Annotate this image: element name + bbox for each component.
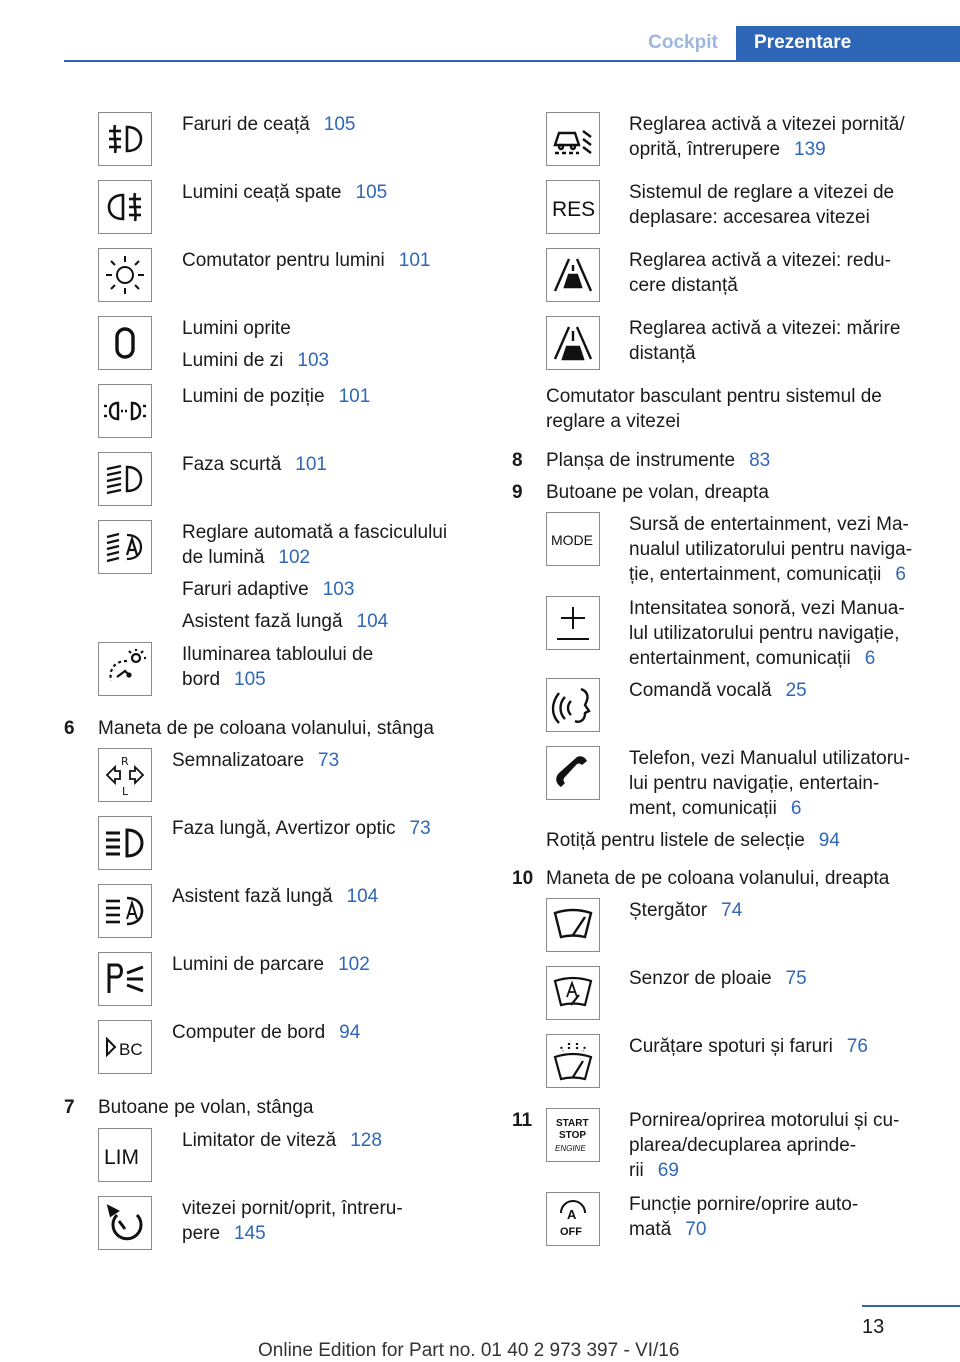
list-item: Pornirea/oprirea motorului și cu- plarea/decuplarea aprinde- rii 69: [629, 1110, 900, 1181]
res-icon: [546, 180, 600, 234]
section-number: 7: [64, 1097, 75, 1118]
engine-label: ENGINE: [555, 1144, 586, 1153]
board-computer-icon: [98, 1020, 152, 1074]
section-title: Maneta de pe coloana volanului, dreapta: [546, 868, 890, 889]
edition-footer: Online Edition for Part no. 01 40 2 973 397 - VI/16: [258, 1340, 680, 1361]
section-title: Maneta de pe coloana volanului, stânga: [98, 718, 434, 739]
list-item: Reglarea activă a vitezei: redu- cere distanță: [629, 250, 891, 296]
list-item: Comutator pentru lumini 101: [182, 250, 431, 271]
list-item: Ștergător 74: [629, 900, 743, 921]
lim-label: LIM: [104, 1146, 140, 1169]
speed-control-icon: [98, 1196, 152, 1250]
lights-off-icon: [98, 316, 152, 370]
list-item: Lumini ceață spate 105: [182, 182, 388, 203]
list-item: Reglarea activă a vitezei pornită/ oprită, întrerupere 139: [629, 114, 905, 160]
list-item: Semnalizatoare 73: [172, 750, 340, 771]
start-stop-icon: [546, 1108, 600, 1162]
section-number: 10: [512, 868, 534, 889]
high-beam-assist-icon: [98, 884, 152, 938]
distance-decrease-icon: [546, 248, 600, 302]
fog-light-rear-icon: [98, 180, 152, 234]
header-rule: [64, 60, 960, 62]
list-item: Faza lungă, Avertizor optic 73: [172, 818, 431, 839]
selection-wheel-text: Rotiță pentru listele de selecție 94: [546, 830, 840, 851]
footer-rule: [862, 1305, 960, 1307]
list-item: Sursă de entertainment, vezi Ma- nualul utilizatorului pentru naviga- ție, entertainment, comunicații 6: [629, 514, 913, 585]
active-cruise-icon: [546, 112, 600, 166]
off-label: OFF: [560, 1226, 582, 1238]
tab-prezentare[interactable]: Prezentare: [736, 26, 960, 60]
volume-icon: [546, 596, 600, 650]
high-beam-icon: [98, 816, 152, 870]
auto-a-label: A: [567, 1207, 577, 1222]
list-item: Faza scurtă 101: [182, 454, 327, 475]
voice-command-icon: [546, 678, 600, 732]
stop-label: STOP: [559, 1130, 587, 1141]
light-switch-icon: [98, 248, 152, 302]
rain-sensor-icon: [546, 966, 600, 1020]
list-item: Reglarea activă a vitezei: mărire distanță: [629, 318, 901, 364]
parking-light-icon: [98, 952, 152, 1006]
list-item: Curățare spoturi și faruri 76: [629, 1036, 868, 1057]
list-item: Lumini oprite Lumini de zi 103: [182, 318, 330, 371]
list-item: Reglare automată a fasciculului de lumină 102 Faruri adaptive 103 Asistent fază lungă 104: [182, 522, 448, 632]
start-label: START: [556, 1118, 589, 1129]
list-item: Limitator de viteză 128: [182, 1130, 382, 1151]
section-number: 8: [512, 450, 523, 471]
washer-icon: [546, 1034, 600, 1088]
auto-start-stop-off-icon: [546, 1192, 600, 1246]
instrument-lighting-icon: [98, 642, 152, 696]
list-item: Sistemul de reglare a vitezei de deplasare: accesarea vitezei: [629, 182, 895, 228]
bc-label: BC: [119, 1040, 143, 1059]
mode-icon: [546, 512, 600, 566]
fog-light-front-icon: [98, 112, 152, 166]
turn-signal-r-label: R: [121, 755, 129, 768]
list-item: Funcție pornire/oprire auto- mată 70: [629, 1194, 859, 1240]
section-number: 6: [64, 718, 75, 739]
list-item: Intensitatea sonoră, vezi Manua- lul utilizatorului pentru navigație, entertainment, comunicații 6: [629, 598, 905, 669]
page-number: 13: [862, 1316, 885, 1338]
rocker-switch-text: Comutator basculant pentru sistemul de reglare a vitezei: [546, 386, 882, 432]
distance-increase-icon: [546, 316, 600, 370]
turn-signal-icon: [98, 748, 152, 802]
lim-icon: [98, 1128, 152, 1182]
list-item: Telefon, vezi Manualul utilizatoru- lui pentru navigație, entertain- ment, comunicații 6: [629, 748, 910, 819]
phone-icon: [546, 746, 600, 800]
list-item: Lumini de poziție 101: [182, 386, 371, 407]
tab-cockpit[interactable]: Cockpit: [648, 32, 718, 53]
turn-signal-l-label: L: [122, 785, 129, 797]
list-item: vitezei pornit/oprit, întreru- pere 145: [182, 1198, 403, 1244]
res-label: RES: [552, 198, 595, 221]
section-number: 9: [512, 482, 523, 503]
list-item: Senzor de ploaie 75: [629, 968, 807, 989]
auto-beam-icon: [98, 520, 152, 574]
list-item: Faruri de ceață 105: [182, 114, 356, 135]
list-item: Asistent fază lungă 104: [172, 886, 379, 907]
section-number: 11: [512, 1110, 533, 1131]
mode-label: MODE: [551, 532, 593, 548]
low-beam-icon: [98, 452, 152, 506]
wiper-icon: [546, 898, 600, 952]
list-item: Iluminarea tabloului de bord 105: [182, 644, 374, 690]
section-title: Butoane pe volan, dreapta: [546, 482, 769, 503]
list-item: Lumini de parcare 102: [172, 954, 370, 975]
section-title: Planșa de instrumente 83: [546, 450, 771, 471]
parking-lights-icon: [98, 384, 152, 438]
list-item: Comandă vocală 25: [629, 680, 807, 701]
list-item: Computer de bord 94: [172, 1022, 361, 1043]
section-title: Butoane pe volan, stânga: [98, 1097, 314, 1118]
